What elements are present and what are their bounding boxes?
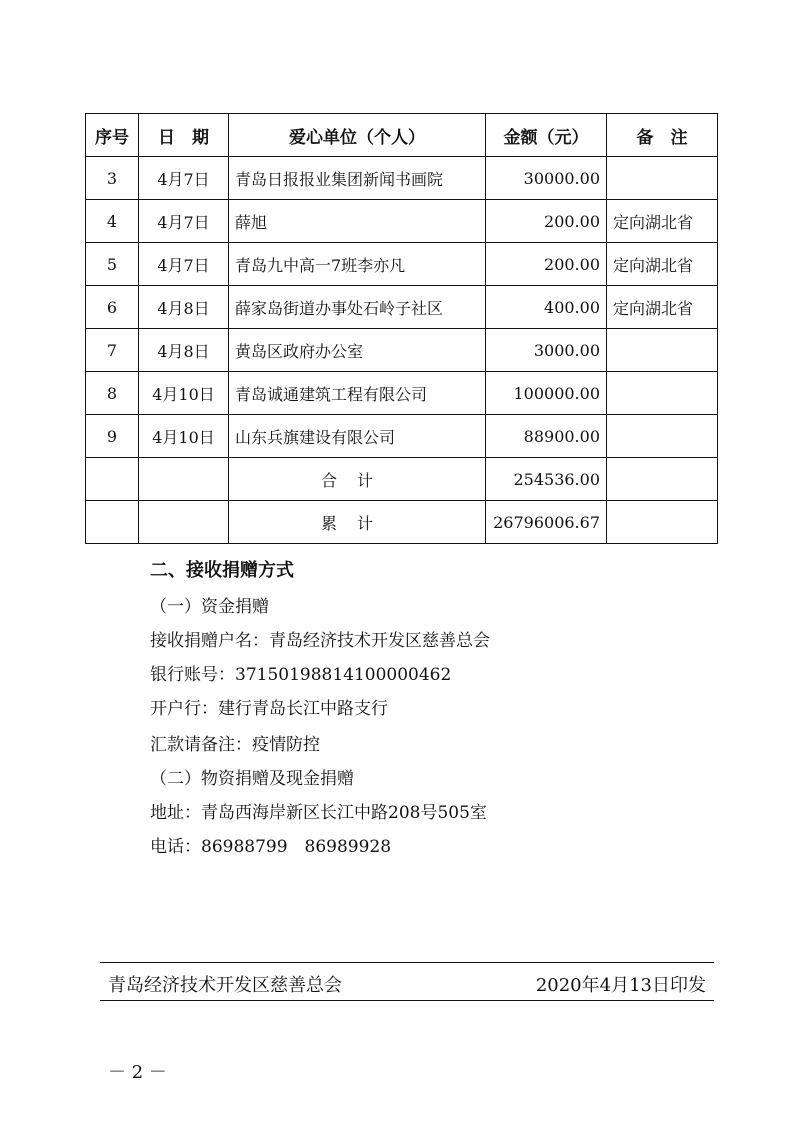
- cell-note: [607, 415, 718, 458]
- sub-heading-funds: （一）资金捐赠: [150, 597, 269, 617]
- bank-name: 开户行：建行青岛长江中路支行: [150, 699, 388, 719]
- cell-note: 定向湖北省: [607, 243, 718, 286]
- subtotal-label: 合计: [229, 458, 486, 501]
- cell-amount: 200.00: [486, 243, 607, 286]
- cell-note: [607, 329, 718, 372]
- donation-table: [85, 113, 718, 544]
- cell-amount: 100000.00: [486, 372, 607, 415]
- cell-index: 5: [86, 243, 139, 286]
- cell-date: 4月8日: [139, 286, 229, 329]
- table-row: [86, 415, 718, 458]
- cell-date: 4月7日: [139, 243, 229, 286]
- account-name: 接收捐赠户名：青岛经济技术开发区慈善总会: [150, 631, 490, 651]
- cell-date: 4月10日: [139, 372, 229, 415]
- footer-top-rule: [100, 962, 714, 963]
- cell-amount: 400.00: [486, 286, 607, 329]
- address: 地址：青岛西海岸新区长江中路208号505室: [150, 803, 487, 823]
- cell-date: 4月8日: [139, 329, 229, 372]
- table-row: [86, 372, 718, 415]
- cell-index: 6: [86, 286, 139, 329]
- cell-donor: 黄岛区政府办公室: [229, 329, 486, 372]
- empty-cell: [607, 501, 718, 544]
- header-amount: 金额（元）: [486, 114, 607, 157]
- footer-bottom-rule: [100, 1000, 714, 1001]
- cell-donor: 薛家岛街道办事处石岭子社区: [229, 286, 486, 329]
- cell-amount: 200.00: [486, 200, 607, 243]
- header-index: 序号: [86, 114, 139, 157]
- header-note: 备 注: [607, 114, 718, 157]
- cell-note: 定向湖北省: [607, 286, 718, 329]
- cell-date: 4月10日: [139, 415, 229, 458]
- empty-cell: [139, 458, 229, 501]
- subtotal-row: [86, 458, 718, 501]
- account-number: 银行账号：37150198814100000462: [150, 665, 452, 685]
- cell-note: 定向湖北省: [607, 200, 718, 243]
- cumulative-label: 累计: [229, 501, 486, 544]
- empty-cell: [607, 458, 718, 501]
- empty-cell: [139, 501, 229, 544]
- cell-amount: 3000.00: [486, 329, 607, 372]
- cell-index: 3: [86, 157, 139, 200]
- table-header-row: [86, 114, 718, 157]
- empty-cell: [86, 458, 139, 501]
- cell-note: [607, 372, 718, 415]
- cell-index: 9: [86, 415, 139, 458]
- header-date: 日 期: [139, 114, 229, 157]
- cell-index: 4: [86, 200, 139, 243]
- cell-index: 8: [86, 372, 139, 415]
- section-heading: 二、接收捐赠方式: [150, 560, 294, 581]
- cell-note: [607, 157, 718, 200]
- cell-donor: 山东兵旗建设有限公司: [229, 415, 486, 458]
- cell-donor: 青岛日报报业集团新闻书画院: [229, 157, 486, 200]
- cumulative-row: [86, 501, 718, 544]
- page-number: － 2 －: [108, 1062, 167, 1083]
- cell-donor: 青岛诚通建筑工程有限公司: [229, 372, 486, 415]
- cumulative-value: 26796006.67: [486, 501, 607, 544]
- phone: 电话：86988799 86989928: [150, 837, 392, 857]
- table-row: [86, 243, 718, 286]
- table-row: [86, 157, 718, 200]
- cell-donor: 薛旭: [229, 200, 486, 243]
- cell-index: 7: [86, 329, 139, 372]
- table-row: [86, 286, 718, 329]
- table-row: [86, 329, 718, 372]
- cell-date: 4月7日: [139, 157, 229, 200]
- remittance-remark: 汇款请备注：疫情防控: [150, 735, 320, 755]
- sub-heading-goods: （二）物资捐赠及现金捐赠: [150, 769, 354, 789]
- cell-amount: 88900.00: [486, 415, 607, 458]
- cell-amount: 30000.00: [486, 157, 607, 200]
- cell-donor: 青岛九中高一7班李亦凡: [229, 243, 486, 286]
- footer-date: 2020年4月13日印发: [535, 975, 706, 996]
- cell-date: 4月7日: [139, 200, 229, 243]
- footer-issuer: 青岛经济技术开发区慈善总会: [108, 975, 342, 996]
- empty-cell: [86, 501, 139, 544]
- subtotal-value: 254536.00: [486, 458, 607, 501]
- header-donor: 爱心单位（个人）: [229, 114, 486, 157]
- table-row: [86, 200, 718, 243]
